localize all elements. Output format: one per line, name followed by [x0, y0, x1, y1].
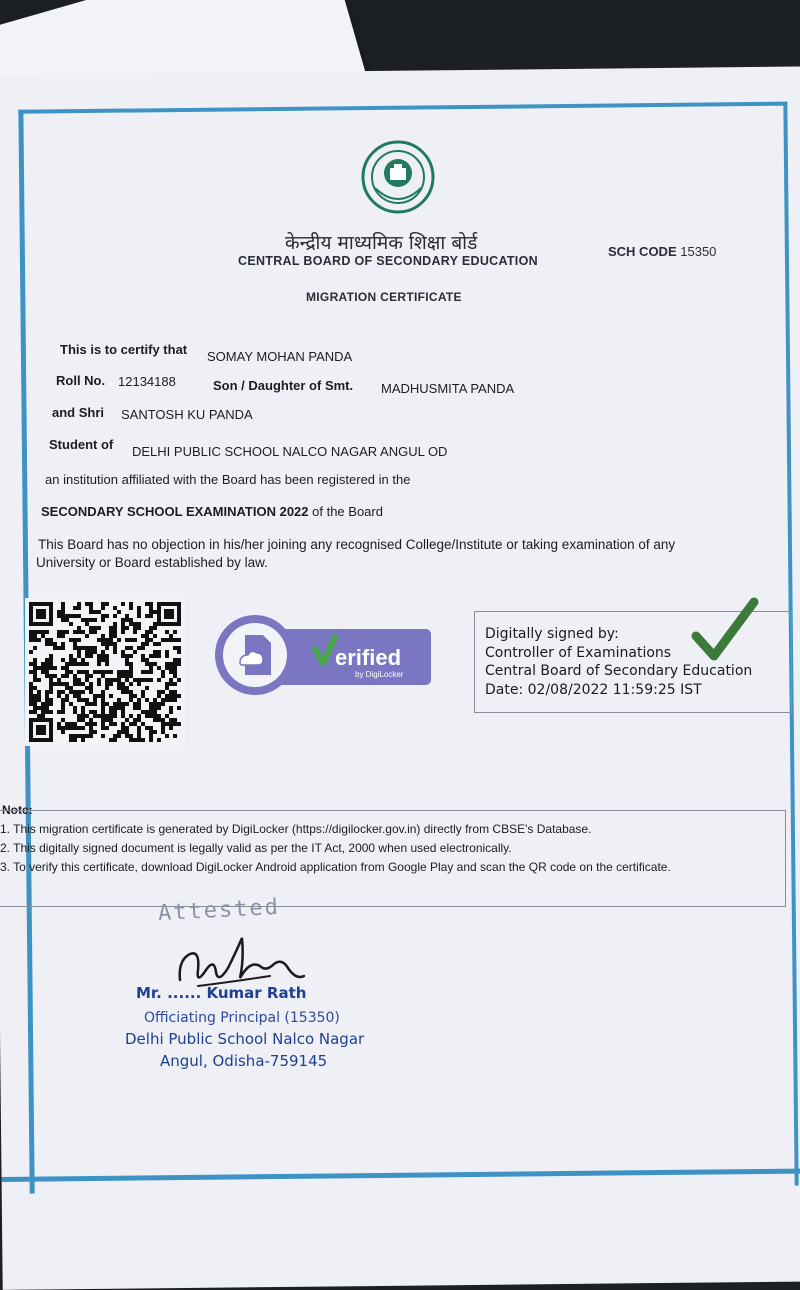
cbse-logo [361, 140, 435, 214]
stamp-school: Delhi Public School Nalco Nagar [125, 1030, 365, 1048]
parent-label: Son / Daughter of Smt. [213, 378, 354, 393]
signed-by-label: Digitally signed by: [485, 626, 619, 642]
objection-line-1: This Board has no objection in his/her joining any recognised College/Institute or taking examination of any [38, 537, 676, 552]
mother-name: MADHUSMITA PANDA [381, 381, 515, 396]
student-name: SOMAY MOHAN PANDA [207, 349, 353, 364]
school-code [608, 244, 716, 259]
school-code-label: SCH CODE [608, 244, 677, 259]
badge-word: erified [335, 645, 402, 670]
board-name: CENTRAL BOARD OF SECONDARY EDUCATION [238, 254, 538, 268]
board-name-hindi: केन्द्रीय माध्यमिक शिक्षा बोर्ड [285, 232, 478, 254]
digilocker-verified-badge [213, 613, 433, 695]
signer-org: Central Board of Secondary Education [485, 663, 753, 679]
verification-qr-code [25, 598, 185, 746]
roll-number: 12134188 [118, 374, 176, 389]
stamp-designation: Officiating Principal (15350) [144, 1010, 340, 1026]
exam-name: SECONDARY SCHOOL EXAMINATION 2022 [41, 504, 309, 519]
student-of-label: Student of [49, 437, 114, 452]
exam-suffix: of the Board [312, 504, 383, 519]
attested-stamp: Attested [157, 894, 281, 927]
document-title: MIGRATION CERTIFICATE [306, 290, 462, 304]
note-heading: Note: [2, 803, 33, 817]
note-item-1: 1. This migration certificate is generated by DigiLocker (https://digilocker.gov.in) directly from CBSE's Database. [0, 822, 592, 836]
signed-date: Date: 02/08/2022 11:59:25 IST [485, 682, 702, 698]
exam-line [41, 504, 383, 519]
signature-valid-check-icon [690, 596, 760, 666]
stamp-address: Angul, Odisha-759145 [160, 1052, 328, 1070]
badge-subtext: by DigiLocker [355, 670, 404, 679]
father-label: and Shri [52, 405, 105, 420]
note-item-2: 2. This digitally signed document is legally valid as per the IT Act, 2000 when used electronically. [0, 841, 512, 855]
note-item-3: 3. To verify this certificate, download DigiLocker Android application from Google Play and scan the QR code on the certificate. [0, 860, 671, 874]
objection-line-2: University or Board established by law. [36, 555, 268, 570]
school-code-value: 15350 [680, 244, 717, 259]
father-name: SANTOSH KU PANDA [121, 407, 253, 422]
school-name: DELHI PUBLIC SCHOOL NALCO NAGAR ANGUL OD [132, 444, 448, 459]
affiliation-text: an institution affiliated with the Board has been registered in the [45, 472, 411, 487]
stamp-name: Mr. ...... Kumar Rath [136, 984, 307, 1002]
signer-title: Controller of Examinations [485, 645, 672, 661]
roll-label: Roll No. [56, 373, 106, 388]
certify-label: This is to certify that [60, 342, 188, 357]
